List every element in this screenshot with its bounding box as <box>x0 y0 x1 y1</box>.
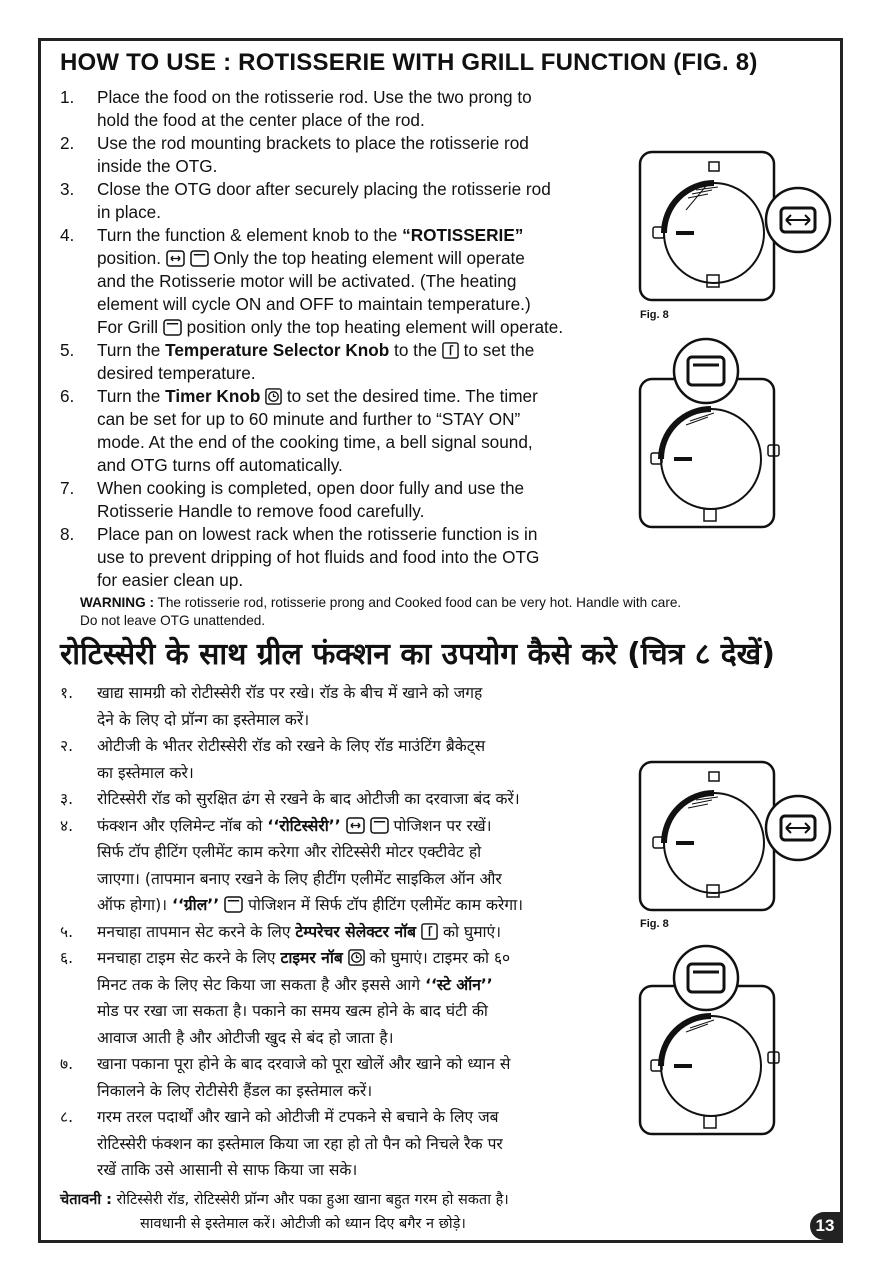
step-8: 8. Place pan on lowest rack when the rotisserie function is in use to prevent dripping of hot fluids and food into the OTG for easier clean up. <box>60 524 540 590</box>
hindi-steps <box>60 680 640 1184</box>
step-7: 7. When cooking is completed, open door fully and use the Rotisserie Handle to remove food carefully. <box>60 478 525 521</box>
hi-step-8: ८. गरम तरल पदार्थों और खाने को ओटीजी में टपकने से बचाने के लिए जब रोटिस्सेरी फंक्शन का इस्तेमाल किया जा रहा हो तो पैन को निचले रैक पर रखें ताकि उसे आसानी से साफ किया जा सके। <box>60 1108 503 1179</box>
grill-icon <box>224 896 243 913</box>
thermometer-icon <box>442 342 459 359</box>
warning-note: WARNING : The rotisserie rod, rotisserie prong and Cooked food can be very hot. Handle with care. Do not leave OTG unattended. <box>80 595 682 628</box>
hindi-title: रोटिस्सेरी के साथ ग्रील फंक्शन का उपयोग कैसे करे (चित्र ८ देखें) <box>60 637 775 672</box>
figure-caption: Fig. 8 <box>640 309 669 321</box>
hi-step-6: ६. मनचाहा टाइम सेट करने के लिए टाइमर नॉब को घुमाएं। टाइमर को ६० मिनट तक के लिए सेट किया जा सकता है और इससे आगे ‘‘स्टे ऑन’’ मोड पर रखा जा सकता है। पकाने का समय खत्म होने के बाद घंटी की आवाज आती है और ओटीजी खुद से बंद हो जाता है। <box>60 949 511 1047</box>
figure-caption-hindi: Fig. 8 <box>640 918 669 930</box>
hi-step-3: ३. रोटिस्सेरी रॉड को सुरक्षित ढंग से रखने के बाद ओटीजी का दरवाजा बंद करें। <box>60 790 520 808</box>
knob-figure-grill <box>636 337 836 537</box>
page-title: HOW TO USE : ROTISSERIE WITH GRILL FUNCTION (FIG. 8) <box>60 49 758 76</box>
knob-figure-rotisserie-hindi <box>636 760 836 920</box>
step-2: 2. Use the rod mounting brackets to place the rotisserie rod inside the OTG. <box>60 133 529 176</box>
rotisserie-icon <box>346 817 365 834</box>
knob-figure-rotisserie <box>636 150 836 310</box>
hi-step-1: १. खाद्य सामग्री को रोटीस्सेरी रॉड पर रखे। रॉड के बीच में खाने को जगह देने के लिए दो प्रॉन्ग का इस्तेमाल करें। <box>60 684 483 729</box>
timer-icon <box>265 388 282 405</box>
hi-step-7: ७. खाना पकाना पूरा होने के बाद दरवाजे को पूरा खोलें और खाने को ध्यान से निकालने के लिए रोटीसेरी हैंडल का इस्तेमाल करें। <box>60 1055 511 1100</box>
hi-step-5: ५. मनचाहा तापमान सेट करने के लिए टेम्परेचर सेलेक्टर नॉब को घुमाएं। <box>60 922 502 941</box>
top-heater-icon <box>370 817 389 834</box>
hindi-warning-note: चेतावनी : रोटिस्सेरी रॉड, रोटिस्सेरी प्रॉन्ग और पका हुआ खाना बहुत गरम हो सकता है। सावधानी से इस्तेमाल करें। ओटीजी को ध्यान दिए बगैर न छोड़े। <box>60 1192 509 1232</box>
step-4: 4. Turn the function & element knob to the “ROTISSERIE” position. Only the top heating element will operate and the Rotisserie motor will be activated. (The heating element will cycle ON and OFF to maintain temperature.) For Grill position only the top heating element will operate. <box>60 225 564 337</box>
english-steps <box>60 86 660 592</box>
thermometer-icon <box>421 923 438 940</box>
hi-step-2: २. ओटीजी के भीतर रोटीस्सेरी रॉड को रखने के लिए रॉड माउंटिंग ब्रैकेट्स का इस्तेमाल करे। <box>60 737 486 782</box>
step-1: 1. Place the food on the rotisserie rod. Use the two prong to hold the food at the center place of the rod. <box>60 87 532 130</box>
hi-step-4: ४. फंक्शन और एलिमेन्ट नॉब को ‘‘रोटिस्सेरी’’ पोजिशन पर रखें। सिर्फ टॉप हीटिंग एलीमेंट काम करेगा और रोटिस्सेरी मोटर एक्टीवेट हो जाएगा। (तापमान बनाए रखने के लिए हीटींग एलीमेंट साइकिल ऑन और ऑफ होगा)। ‘‘ग्रील’’ पोजिशन में सिर्फ टॉप हीटिंग एलीमेंट काम करेगा। <box>60 816 524 914</box>
timer-icon <box>348 949 365 966</box>
step-5: 5. Turn the Temperature Selector Knob to the to set the desired temperature. <box>60 340 535 383</box>
step-3: 3. Close the OTG door after securely placing the rotisserie rod in place. <box>60 179 551 222</box>
knob-figure-grill-hindi <box>636 944 836 1144</box>
grill-icon <box>163 319 182 336</box>
top-heater-icon <box>190 250 209 267</box>
step-6: 6. Turn the Timer Knob to set the desired time. The timer can be set for up to 60 minute and further to “STAY ON” mode. At the end of the cooking time, a bell signal sound, and OTG turns off automatically. <box>60 386 538 475</box>
page-number: 13 <box>810 1212 840 1240</box>
rotisserie-icon <box>166 250 185 267</box>
